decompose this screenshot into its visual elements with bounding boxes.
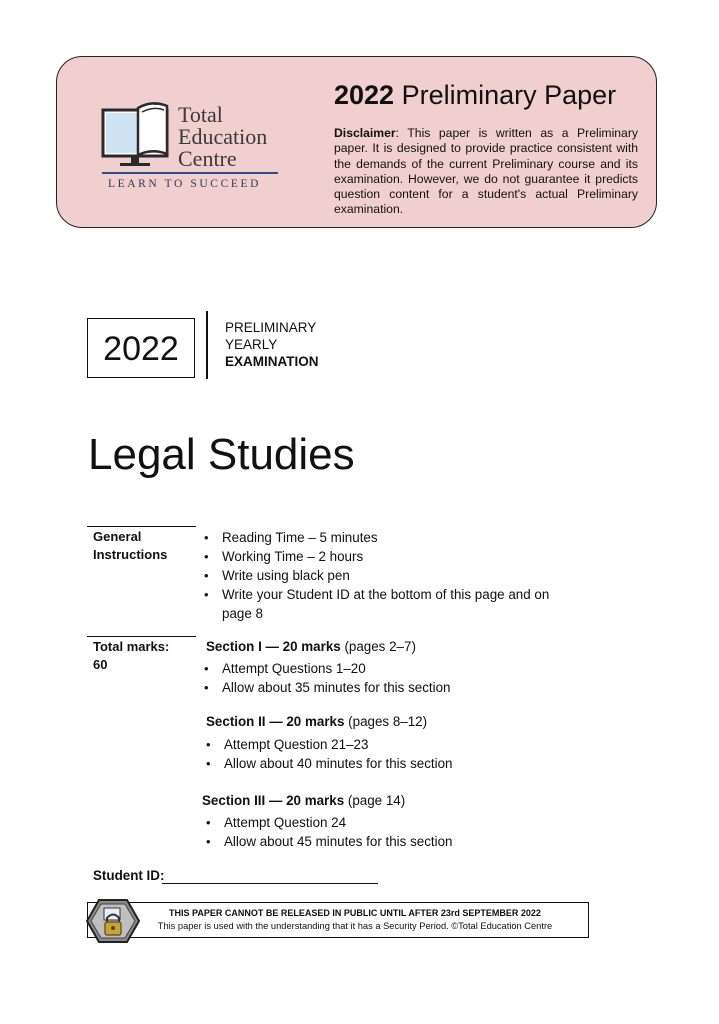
list-item: • Working Time – 2 hours: [200, 547, 570, 566]
disclaimer-text: : This paper is written as a Preliminary paper. It is designed to provide practice consistent with the demands of the current Preliminary course and its examination. However, we do not guarantee it predicts question content for a student's actual Preliminary examination.: [334, 126, 638, 217]
section-2-pages: (pages 8–12): [344, 714, 428, 729]
list-item: • Allow about 45 minutes for this section: [202, 832, 562, 851]
section-1-heading: [206, 638, 416, 656]
section-1-pages: (pages 2–7): [340, 639, 416, 654]
logo-text-centre: Centre: [178, 146, 237, 171]
section-1-title: Section I — 20 marks: [206, 639, 341, 654]
general-label: [93, 528, 167, 564]
student-id-field[interactable]: [162, 883, 378, 884]
list-item: • Write your Student ID at the bottom of this page and on page 8: [200, 585, 570, 623]
general-label-line2: Instructions: [93, 547, 168, 562]
exam-type-line3: EXAMINATION: [225, 354, 319, 369]
section-2-heading: [206, 713, 427, 731]
section-2-list: [202, 735, 562, 773]
section-3-pages: (page 14): [344, 793, 406, 808]
exam-type-line2: YEARLY: [225, 337, 278, 352]
disclaimer-label: Disclaimer: [334, 126, 396, 140]
subject-title: Legal Studies: [88, 430, 355, 479]
list-item: • Allow about 35 minutes for this section: [200, 678, 560, 697]
total-marks-label: [93, 638, 169, 674]
exam-type-line1: PRELIMINARY: [225, 320, 317, 335]
general-label-line1: General: [93, 529, 142, 544]
student-id-label: Student ID:: [93, 868, 165, 883]
section-3-title: Section III — 20 marks: [202, 793, 345, 808]
logo-rule: [102, 172, 278, 174]
footer-release-notice: THIS PAPER CANNOT BE RELEASED IN PUBLIC UNTIL AFTER 23rd SEPTEMBER 2022: [169, 908, 541, 918]
general-rule: [87, 526, 196, 527]
list-item: • Attempt Questions 1–20: [200, 659, 560, 678]
paper-title-text: Preliminary Paper: [401, 80, 617, 110]
logo-text-total: Total: [178, 102, 223, 127]
paper-title-year: 2022: [334, 80, 395, 110]
total-marks-line1: Total marks:: [93, 639, 170, 654]
list-item: • Allow about 40 minutes for this section: [202, 754, 562, 773]
disclaimer: [334, 126, 638, 218]
section-3-heading: [202, 792, 405, 810]
exam-year: 2022: [103, 330, 179, 368]
total-rule: [87, 636, 196, 637]
vertical-divider: [206, 311, 208, 379]
logo-tagline: LEARN TO SUCCEED: [108, 178, 261, 190]
logo-text-education: Education: [178, 124, 268, 149]
total-marks-value: 60: [93, 657, 108, 672]
section-1-list: [200, 659, 560, 697]
section-3-list: [202, 813, 562, 851]
general-instructions-list: [200, 528, 570, 623]
footer-security-notice: This paper is used with the understanding that it has a Security Period. ©Total Education Centre: [157, 921, 553, 931]
list-item: • Write using black pen: [200, 566, 570, 585]
list-item: • Attempt Question 21–23: [202, 735, 562, 754]
list-item: • Attempt Question 24: [202, 813, 562, 832]
paper-title: [334, 80, 616, 111]
section-2-title: Section II — 20 marks: [206, 714, 345, 729]
list-item: • Reading Time – 5 minutes: [200, 528, 570, 547]
